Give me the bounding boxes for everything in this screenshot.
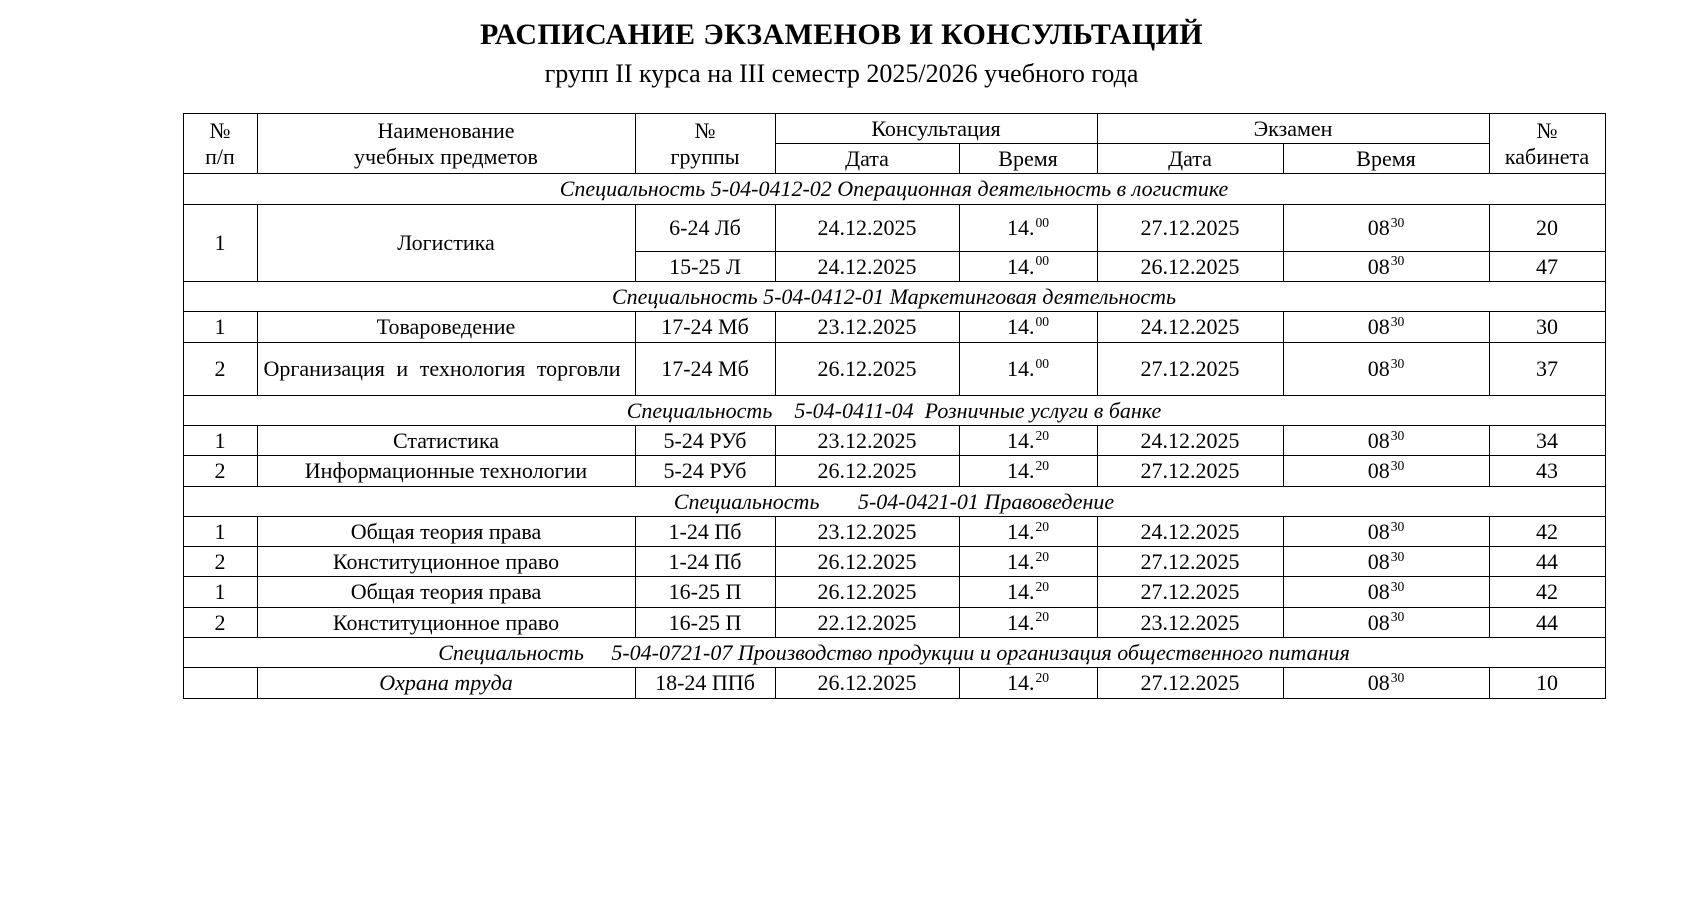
consultation-time-minutes: 00 bbox=[1035, 355, 1050, 371]
cell-subject: Конституционное право bbox=[257, 607, 635, 637]
exam-time-value: $08^{30}$ bbox=[1367, 609, 1405, 635]
header-room-line1: № bbox=[1536, 118, 1558, 144]
cell-exam-time bbox=[1283, 668, 1489, 698]
title-block bbox=[0, 0, 1683, 89]
header-num-line2: п/п bbox=[205, 143, 235, 169]
cell-room: 44 bbox=[1489, 607, 1605, 637]
consultation-time-minutes: 20 bbox=[1035, 518, 1050, 534]
cell-group: 5-24 РУб bbox=[635, 425, 775, 455]
table-row bbox=[183, 577, 1605, 607]
cell-subject: Товароведение bbox=[257, 312, 635, 342]
header-subject-line2: учебных предметов bbox=[354, 143, 538, 169]
cell-room: 43 bbox=[1489, 456, 1605, 486]
header-room-line2: кабинета bbox=[1504, 143, 1590, 169]
cell-room: 10 bbox=[1489, 668, 1605, 698]
cell-subject: Организация и технология торговли bbox=[257, 342, 635, 395]
page-subtitle: групп II курса на III семестр 2025/2026 учебного года bbox=[544, 59, 1139, 88]
specialty-row bbox=[183, 486, 1605, 516]
cell-number: 2 bbox=[183, 342, 257, 395]
cell-exam-time bbox=[1283, 425, 1489, 455]
consultation-time-value: 14.20 bbox=[1006, 427, 1050, 453]
cell-exam-time bbox=[1283, 607, 1489, 637]
cell-consultation-time bbox=[959, 204, 1097, 251]
specialty-row bbox=[183, 638, 1605, 668]
cell-exam-time bbox=[1283, 204, 1489, 251]
cell-exam-date: 27.12.2025 bbox=[1097, 456, 1283, 486]
consultation-time-minutes: 00 bbox=[1035, 253, 1050, 269]
cell-room: 20 bbox=[1489, 204, 1605, 251]
consultation-time-minutes: 20 bbox=[1035, 670, 1050, 686]
exam-time-minutes: 30 bbox=[1390, 355, 1405, 371]
cell-number: 2 bbox=[183, 607, 257, 637]
exam-time-value: $08^{30}$ bbox=[1367, 670, 1405, 696]
table-row bbox=[183, 456, 1605, 486]
header-subject-line1: Наименование bbox=[377, 118, 515, 144]
table-body bbox=[183, 174, 1605, 698]
cell-consultation-time bbox=[959, 577, 1097, 607]
specialty-row bbox=[183, 395, 1605, 425]
cell-number: 1 bbox=[183, 516, 257, 546]
consultation-time-minutes: 20 bbox=[1035, 548, 1050, 564]
cell-consultation-time bbox=[959, 425, 1097, 455]
cell-group: 1-24 Пб bbox=[635, 516, 775, 546]
schedule-table bbox=[183, 113, 1606, 699]
cell-consultation-date: 26.12.2025 bbox=[775, 668, 959, 698]
header-group-line1: № bbox=[694, 118, 716, 144]
table-row bbox=[183, 516, 1605, 546]
header-row-main bbox=[183, 113, 1605, 143]
consultation-time-value: 14.00 bbox=[1006, 253, 1050, 279]
exam-time-value: $08^{30}$ bbox=[1367, 457, 1405, 484]
specialty-row bbox=[183, 174, 1605, 204]
cell-number: 1 bbox=[183, 312, 257, 342]
cell-consultation-time bbox=[959, 251, 1097, 281]
header-group-line2: группы bbox=[670, 143, 740, 169]
cell-number: 2 bbox=[183, 547, 257, 577]
exam-time-minutes: 30 bbox=[1390, 253, 1405, 269]
exam-time-minutes: 30 bbox=[1390, 579, 1405, 595]
table-header bbox=[183, 113, 1605, 174]
consultation-time-minutes: 20 bbox=[1035, 609, 1050, 625]
cell-number: 2 bbox=[183, 456, 257, 486]
cell-group: 17-24 Мб bbox=[635, 312, 775, 342]
header-num bbox=[183, 113, 257, 174]
cell-consultation-time bbox=[959, 312, 1097, 342]
cell-consultation-time bbox=[959, 342, 1097, 395]
cell-exam-date: 27.12.2025 bbox=[1097, 342, 1283, 395]
exam-time-value: $08^{30}$ bbox=[1367, 579, 1405, 605]
cell-exam-time bbox=[1283, 251, 1489, 281]
cell-group: 5-24 РУб bbox=[635, 456, 775, 486]
page-title: РАСПИСАНИЕ ЭКЗАМЕНОВ И КОНСУЛЬТАЦИЙ bbox=[479, 18, 1204, 51]
consultation-time-minutes: 00 bbox=[1035, 314, 1050, 330]
consultation-time-value: 14.20 bbox=[1006, 579, 1050, 605]
specialty-row bbox=[183, 282, 1605, 312]
exam-time-minutes: 30 bbox=[1390, 670, 1405, 686]
cell-consultation-date: 23.12.2025 bbox=[775, 516, 959, 546]
cell-consultation-date: 23.12.2025 bbox=[775, 312, 959, 342]
cell-number: 1 bbox=[183, 425, 257, 455]
table-row bbox=[183, 668, 1605, 698]
cell-exam-date: 27.12.2025 bbox=[1097, 547, 1283, 577]
header-group bbox=[635, 113, 775, 174]
exam-time-minutes: 30 bbox=[1390, 609, 1405, 625]
exam-time-minutes: 30 bbox=[1390, 314, 1405, 330]
cell-exam-date: 24.12.2025 bbox=[1097, 425, 1283, 455]
cell-exam-date: 27.12.2025 bbox=[1097, 204, 1283, 251]
table-row bbox=[183, 204, 1605, 251]
cell-group: 18-24 ППб bbox=[635, 668, 775, 698]
cell-group: 16-25 П bbox=[635, 577, 775, 607]
consultation-time-value: 14.20 bbox=[1006, 518, 1050, 544]
header-exam: Экзамен bbox=[1097, 113, 1489, 143]
exam-time-minutes: 30 bbox=[1390, 427, 1405, 443]
cell-exam-date: 27.12.2025 bbox=[1097, 577, 1283, 607]
consultation-time-value: 14.20 bbox=[1006, 670, 1050, 696]
cell-exam-time bbox=[1283, 516, 1489, 546]
cell-subject: Информационные технологии bbox=[257, 456, 635, 486]
cell-group: 17-24 Мб bbox=[635, 342, 775, 395]
exam-time-value: $08^{30}$ bbox=[1367, 427, 1405, 453]
cell-exam-time bbox=[1283, 342, 1489, 395]
cell-consultation-time bbox=[959, 456, 1097, 486]
table-row bbox=[183, 607, 1605, 637]
cell-room: 44 bbox=[1489, 547, 1605, 577]
header-exam-time: Время bbox=[1283, 144, 1489, 174]
cell-exam-date: 27.12.2025 bbox=[1097, 668, 1283, 698]
cell-consultation-time bbox=[959, 607, 1097, 637]
cell-consultation-date: 24.12.2025 bbox=[775, 204, 959, 251]
consultation-time-value: 14.20 bbox=[1006, 548, 1050, 575]
cell-group: 1-24 Пб bbox=[635, 547, 775, 577]
table-row bbox=[183, 425, 1605, 455]
cell-subject: Статистика bbox=[257, 425, 635, 455]
consultation-time-value: 14.00 bbox=[1006, 214, 1050, 241]
cell-number: 1 bbox=[183, 204, 257, 281]
exam-time-value: $08^{30}$ bbox=[1367, 355, 1405, 382]
consultation-time-minutes: 20 bbox=[1035, 427, 1050, 443]
cell-exam-date: 24.12.2025 bbox=[1097, 312, 1283, 342]
exam-time-minutes: 30 bbox=[1390, 457, 1405, 473]
specialty-label: Специальность 5-04-0411-04 Розничные услуги в банке bbox=[183, 395, 1605, 425]
header-num-line1: № bbox=[209, 118, 231, 144]
table-row bbox=[183, 342, 1605, 395]
cell-room: 30 bbox=[1489, 312, 1605, 342]
consultation-time-minutes: 20 bbox=[1035, 457, 1050, 473]
cell-room: 47 bbox=[1489, 251, 1605, 281]
cell-consultation-time bbox=[959, 516, 1097, 546]
cell-consultation-date: 26.12.2025 bbox=[775, 456, 959, 486]
exam-time-value: $08^{30}$ bbox=[1367, 214, 1405, 241]
specialty-label: Специальность 5-04-0412-02 Операционная деятельность в логистике bbox=[183, 174, 1605, 204]
cell-room: 34 bbox=[1489, 425, 1605, 455]
cell-number: 1 bbox=[183, 577, 257, 607]
cell-room: 42 bbox=[1489, 577, 1605, 607]
exam-time-minutes: 30 bbox=[1390, 548, 1405, 564]
cell-group: 15-25 Л bbox=[635, 251, 775, 281]
cell-subject: Общая теория права bbox=[257, 577, 635, 607]
exam-time-minutes: 30 bbox=[1390, 518, 1405, 534]
cell-subject: Общая теория права bbox=[257, 516, 635, 546]
cell-exam-time bbox=[1283, 547, 1489, 577]
schedule-table-wrap bbox=[183, 113, 1590, 699]
cell-number bbox=[183, 668, 257, 698]
consultation-time-minutes: 00 bbox=[1035, 214, 1050, 230]
consultation-time-value: 14.20 bbox=[1006, 609, 1050, 635]
cell-room: 37 bbox=[1489, 342, 1605, 395]
cell-group: 6-24 Лб bbox=[635, 204, 775, 251]
header-consult-date: Дата bbox=[775, 144, 959, 174]
cell-exam-date: 23.12.2025 bbox=[1097, 607, 1283, 637]
cell-consultation-time bbox=[959, 668, 1097, 698]
cell-exam-date: 26.12.2025 bbox=[1097, 251, 1283, 281]
header-consult-time: Время bbox=[959, 144, 1097, 174]
cell-subject: Конституционное право bbox=[257, 547, 635, 577]
consultation-time-value: 14.00 bbox=[1006, 314, 1050, 340]
cell-exam-time bbox=[1283, 456, 1489, 486]
cell-consultation-date: 26.12.2025 bbox=[775, 547, 959, 577]
consultation-time-value: 14.00 bbox=[1006, 355, 1050, 382]
table-row bbox=[183, 547, 1605, 577]
exam-time-value: $08^{30}$ bbox=[1367, 314, 1405, 340]
cell-consultation-date: 24.12.2025 bbox=[775, 251, 959, 281]
consultation-time-value: 14.20 bbox=[1006, 457, 1050, 484]
exam-time-value: $08^{30}$ bbox=[1367, 548, 1405, 575]
header-exam-date: Дата bbox=[1097, 144, 1283, 174]
cell-room: 42 bbox=[1489, 516, 1605, 546]
cell-consultation-time bbox=[959, 547, 1097, 577]
cell-consultation-date: 23.12.2025 bbox=[775, 425, 959, 455]
cell-subject: Охрана труда bbox=[257, 668, 635, 698]
specialty-label: Специальность 5-04-0421-01 Правоведение bbox=[183, 486, 1605, 516]
cell-consultation-date: 26.12.2025 bbox=[775, 577, 959, 607]
cell-exam-time bbox=[1283, 577, 1489, 607]
specialty-label: Специальность 5-04-0721-07 Производство продукции и организация общественного питания bbox=[183, 638, 1605, 668]
exam-time-value: $08^{30}$ bbox=[1367, 518, 1405, 544]
exam-time-value: $08^{30}$ bbox=[1367, 253, 1405, 279]
consultation-time-minutes: 20 bbox=[1035, 579, 1050, 595]
cell-group: 16-25 П bbox=[635, 607, 775, 637]
header-consultation: Консультация bbox=[775, 113, 1097, 143]
cell-consultation-date: 22.12.2025 bbox=[775, 607, 959, 637]
cell-exam-date: 24.12.2025 bbox=[1097, 516, 1283, 546]
cell-exam-time bbox=[1283, 312, 1489, 342]
cell-subject: Логистика bbox=[257, 204, 635, 281]
exam-time-minutes: 30 bbox=[1390, 214, 1405, 230]
cell-consultation-date: 26.12.2025 bbox=[775, 342, 959, 395]
specialty-label: Специальность 5-04-0412-01 Маркетинговая деятельность bbox=[183, 282, 1605, 312]
header-room bbox=[1489, 113, 1605, 174]
header-subject bbox=[257, 113, 635, 174]
table-row bbox=[183, 312, 1605, 342]
